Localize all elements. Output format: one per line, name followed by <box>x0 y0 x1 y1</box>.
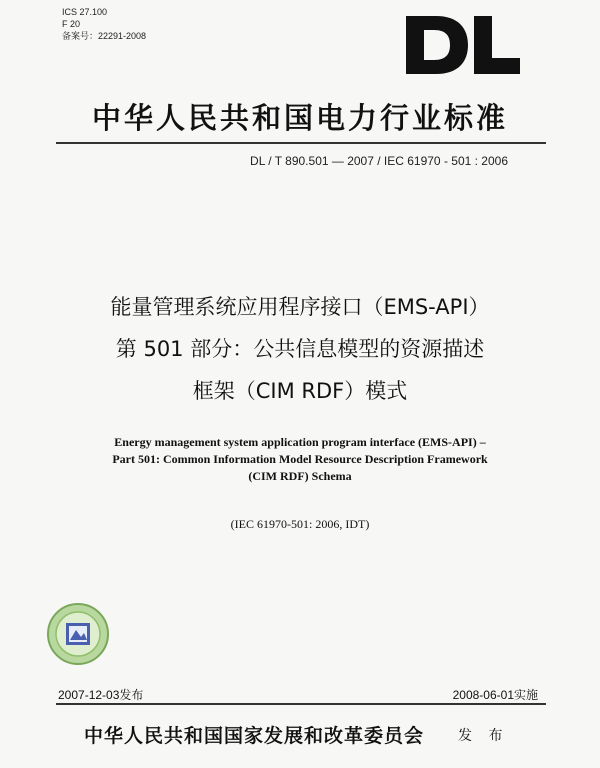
issuing-body-title: 中华人民共和国电力行业标准 <box>91 101 508 135</box>
chinese-title-line-2: 第 501 部分：公共信息模型的资源描述 <box>115 337 485 361</box>
chinese-title-line-3: 框架（CIM RDF）模式 <box>192 379 408 403</box>
record-number: 备案号：22291-2008 <box>62 31 147 41</box>
classification-block <box>62 6 146 42</box>
english-title <box>0 434 600 485</box>
chinese-title-line-1: 能量管理系统应用程序接口（EMS-API） <box>110 295 490 319</box>
english-title-line-2: Part 501: Common Information Model Resource Description Framework <box>112 452 488 466</box>
category-code: F 20 <box>62 19 81 29</box>
footer-divider <box>56 703 546 705</box>
standard-number: DL / T 890.501 — 2007 / IEC 61970 - 501 : 2006 <box>250 154 508 168</box>
chinese-title <box>0 286 600 412</box>
certification-seal-icon <box>46 602 110 666</box>
issue-date: 2007-12-03发布 <box>58 688 144 702</box>
publish-label: 发 布 <box>458 728 509 744</box>
equivalence-note: (IEC 61970-501: 2006, IDT) <box>230 517 370 531</box>
english-title-line-3: (CIM RDF) Schema <box>248 469 352 483</box>
implementation-date: 2008-06-01实施 <box>452 688 538 702</box>
dl-logo <box>404 14 522 76</box>
ics-code: ICS 27.100 <box>62 7 108 17</box>
publisher-name: 中华人民共和国国家发展和改革委员会 <box>84 725 425 747</box>
header-divider <box>56 142 546 144</box>
english-title-line-1: Energy management system application program interface (EMS-API) – <box>114 435 486 449</box>
